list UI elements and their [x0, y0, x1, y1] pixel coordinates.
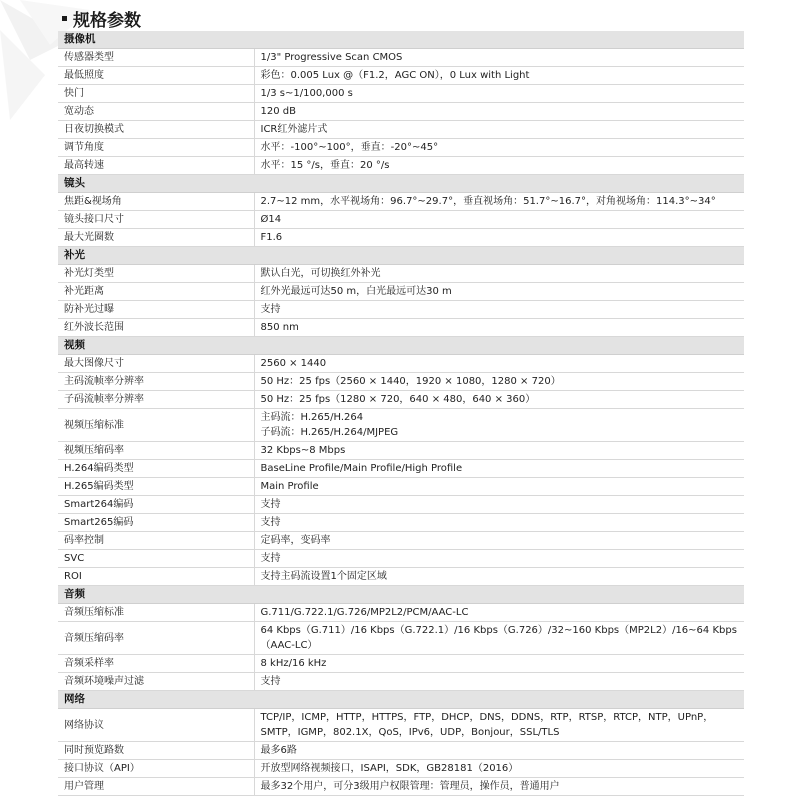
spec-row [58, 709, 744, 742]
spec-value [254, 709, 744, 742]
spec-label: 主码流帧率分辨率 [58, 373, 254, 391]
spec-row [58, 121, 744, 139]
spec-row [58, 568, 744, 586]
spec-value-line: （AAC-LC） [260, 640, 318, 651]
spec-label: ROI [58, 568, 254, 586]
spec-value-line: 支持 [260, 676, 281, 687]
spec-value-line: 支持主码流设置1个固定区域 [260, 571, 387, 582]
spec-row [58, 622, 744, 655]
spec-label: 音频环境噪声过滤 [58, 673, 254, 691]
page-title [62, 6, 141, 31]
spec-value [254, 760, 744, 778]
spec-value [254, 229, 744, 247]
spec-label: 子码流帧率分辨率 [58, 391, 254, 409]
spec-value [254, 442, 744, 460]
spec-value-line: Main Profile [260, 481, 319, 492]
spec-table [58, 31, 744, 796]
spec-label: 补光灯类型 [58, 265, 254, 283]
spec-row [58, 409, 744, 442]
spec-value-line: ICR红外滤片式 [260, 124, 328, 135]
spec-value-line: 子码流：H.265/H.264/MJPEG [260, 427, 399, 438]
spec-value-line: 120 dB [260, 106, 296, 117]
spec-label: 最大光圈数 [58, 229, 254, 247]
spec-label: 宽动态 [58, 103, 254, 121]
spec-value [254, 409, 744, 442]
spec-value-line: 最多6路 [260, 745, 297, 756]
spec-value-line: 彩色：0.005 Lux @（F1.2，AGC ON），0 Lux with Light [260, 70, 530, 81]
spec-row [58, 778, 744, 796]
spec-value [254, 283, 744, 301]
spec-value [254, 550, 744, 568]
spec-value [254, 103, 744, 121]
spec-value [254, 373, 744, 391]
spec-label: 音频压缩码率 [58, 622, 254, 655]
spec-label: 调节角度 [58, 139, 254, 157]
spec-value [254, 301, 744, 319]
spec-value [254, 391, 744, 409]
spec-value [254, 49, 744, 67]
spec-value [254, 655, 744, 673]
spec-label: 最大图像尺寸 [58, 355, 254, 373]
spec-row [58, 301, 744, 319]
spec-label: 音频压缩标准 [58, 604, 254, 622]
spec-row [58, 67, 744, 85]
spec-label: H.265编码类型 [58, 478, 254, 496]
spec-value-line: SMTP，IGMP，802.1X，QoS，IPv6，UDP，Bonjour，SSL/TLS [260, 727, 560, 738]
spec-value-line: 1/3 s~1/100,000 s [260, 88, 353, 99]
spec-value [254, 355, 744, 373]
spec-value-line: 支持 [260, 499, 281, 510]
section-title: 音频 [58, 586, 744, 604]
section-title: 摄像机 [58, 31, 744, 49]
spec-value-line: F1.6 [260, 232, 283, 243]
spec-value-line: 50 Hz：25 fps（2560 × 1440，1920 × 1080，1280 × 720） [260, 376, 561, 387]
spec-label: SVC [58, 550, 254, 568]
spec-value [254, 778, 744, 796]
spec-value [254, 673, 744, 691]
spec-label: 快门 [58, 85, 254, 103]
page-title-text: 规格参数 [73, 11, 141, 31]
spec-row [58, 460, 744, 478]
spec-value-line: 水平：-100°~100°，垂直：-20°~45° [260, 142, 439, 153]
spec-value [254, 496, 744, 514]
spec-value-line: 2.7~12 mm，水平视场角：96.7°~29.7°，垂直视场角：51.7°~16.7°，对角视场角：114.3°~34° [260, 196, 716, 207]
section-header [58, 175, 744, 193]
section-title: 镜头 [58, 175, 744, 193]
spec-value [254, 532, 744, 550]
spec-value [254, 139, 744, 157]
spec-row [58, 193, 744, 211]
spec-value [254, 568, 744, 586]
spec-value [254, 460, 744, 478]
spec-label: 音频采样率 [58, 655, 254, 673]
spec-value-line: Ø14 [260, 214, 282, 225]
spec-row [58, 391, 744, 409]
spec-row [58, 673, 744, 691]
spec-value-line: 水平：15 °/s，垂直：20 °/s [260, 160, 390, 171]
spec-row [58, 532, 744, 550]
section-title: 补光 [58, 247, 744, 265]
spec-value-line: BaseLine Profile/Main Profile/High Profile [260, 463, 463, 474]
spec-value-line: 850 nm [260, 322, 299, 333]
spec-label: 镜头接口尺寸 [58, 211, 254, 229]
spec-value-line: G.711/G.722.1/G.726/MP2L2/PCM/AAC-LC [260, 607, 469, 618]
spec-value-line: 支持 [260, 304, 281, 315]
spec-label: 码率控制 [58, 532, 254, 550]
spec-value-line: 最多32个用户，可分3级用户权限管理：管理员，操作员，普通用户 [260, 781, 560, 792]
spec-value-line: 开放型网络视频接口，ISAPI，SDK，GB28181（2016） [260, 763, 519, 774]
spec-value [254, 319, 744, 337]
spec-row [58, 229, 744, 247]
spec-value-line: 50 Hz：25 fps（1280 × 720，640 × 480，640 × 360） [260, 394, 536, 405]
spec-row [58, 283, 744, 301]
spec-label: 最高转速 [58, 157, 254, 175]
spec-row [58, 442, 744, 460]
spec-row [58, 604, 744, 622]
section-header [58, 247, 744, 265]
spec-row [58, 157, 744, 175]
spec-label: 传感器类型 [58, 49, 254, 67]
spec-row [58, 760, 744, 778]
spec-label: Smart265编码 [58, 514, 254, 532]
spec-row [58, 655, 744, 673]
spec-value-line: 主码流：H.265/H.264 [260, 412, 364, 423]
spec-row [58, 139, 744, 157]
spec-label: 同时预览路数 [58, 742, 254, 760]
spec-row [58, 85, 744, 103]
spec-row [58, 103, 744, 121]
spec-label: 视频压缩标准 [58, 409, 254, 442]
spec-value-line: 32 Kbps~8 Mbps [260, 445, 346, 456]
spec-label: Smart264编码 [58, 496, 254, 514]
spec-label: 最低照度 [58, 67, 254, 85]
section-header [58, 691, 744, 709]
spec-value-line: 定码率，变码率 [260, 535, 331, 546]
spec-value-line: 支持 [260, 517, 281, 528]
spec-row [58, 355, 744, 373]
spec-row [58, 742, 744, 760]
spec-value-line: 64 Kbps（G.711）/16 Kbps（G.722.1）/16 Kbps（G.726）/32~160 Kbps（MP2L2）/16~64 Kbps [260, 625, 737, 636]
spec-label: 焦距&视场角 [58, 193, 254, 211]
spec-label: 补光距离 [58, 283, 254, 301]
spec-row [58, 496, 744, 514]
spec-value [254, 121, 744, 139]
spec-label: 日夜切换模式 [58, 121, 254, 139]
spec-row [58, 514, 744, 532]
spec-row [58, 373, 744, 391]
spec-value-line: 默认白光，可切换红外补光 [260, 268, 381, 279]
section-title: 视频 [58, 337, 744, 355]
spec-label: 接口协议（API） [58, 760, 254, 778]
spec-value [254, 622, 744, 655]
spec-value [254, 193, 744, 211]
title-bullet-icon [62, 16, 67, 21]
spec-row [58, 478, 744, 496]
spec-label: 红外波长范围 [58, 319, 254, 337]
spec-value-line: 红外光最远可达50 m，白光最远可达30 m [260, 286, 452, 297]
spec-row [58, 265, 744, 283]
spec-value [254, 265, 744, 283]
section-header [58, 337, 744, 355]
spec-label: 用户管理 [58, 778, 254, 796]
spec-value [254, 514, 744, 532]
spec-value [254, 742, 744, 760]
spec-row [58, 319, 744, 337]
spec-value [254, 604, 744, 622]
spec-value [254, 85, 744, 103]
section-header [58, 586, 744, 604]
spec-label: H.264编码类型 [58, 460, 254, 478]
spec-value [254, 478, 744, 496]
spec-value-line: TCP/IP，ICMP，HTTP，HTTPS，FTP，DHCP，DNS，DDNS，RTP，RTSP，RTCP，NTP，UPnP， [260, 712, 714, 723]
spec-label: 网络协议 [58, 709, 254, 742]
spec-row [58, 550, 744, 568]
section-header [58, 31, 744, 49]
spec-row [58, 49, 744, 67]
spec-value-line: 8 kHz/16 kHz [260, 658, 327, 669]
spec-value-line: 1/3" Progressive Scan CMOS [260, 52, 403, 63]
spec-label: 防补光过曝 [58, 301, 254, 319]
spec-row [58, 211, 744, 229]
spec-value [254, 211, 744, 229]
spec-value-line: 2560 × 1440 [260, 358, 327, 369]
spec-label: 视频压缩码率 [58, 442, 254, 460]
section-title: 网络 [58, 691, 744, 709]
spec-value-line: 支持 [260, 553, 281, 564]
spec-value [254, 157, 744, 175]
spec-value [254, 67, 744, 85]
